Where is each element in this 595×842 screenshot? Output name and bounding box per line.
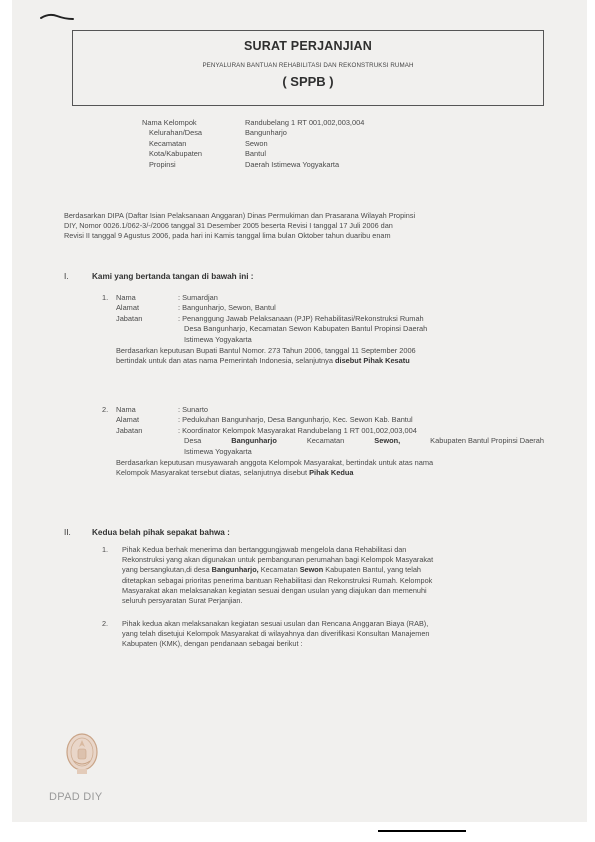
- section-number: I.: [64, 272, 69, 281]
- item-text: [122, 619, 554, 650]
- position-text: Kabupaten Bantul Propinsi Daerah: [430, 436, 544, 446]
- party-description: [102, 346, 554, 367]
- archive-seal-logo: [64, 731, 100, 777]
- item-line: Pihak kedua akan melaksanakan kegiatan sesuai usulan dan Rencana Anggaran Biaya (RAB),: [122, 619, 429, 628]
- party-position-cont: Desa Bangunharjo, Kecamatan Sewon Kabupaten Bantul Propinsi Daerah: [184, 324, 428, 334]
- meta-row: [142, 149, 364, 159]
- position-text: Kecamatan: [306, 436, 345, 446]
- item-line: yang bersangkutan,di desa Bangunharjo, Kecamatan Sewon Kabupaten Bantul, yang telah: [122, 565, 421, 575]
- party-address: : Bangunharjo, Sewon, Bantul: [178, 303, 276, 313]
- meta-value: Daerah Istimewa Yogyakarta: [245, 159, 340, 169]
- party-position-cont: [102, 436, 544, 446]
- item-line: ditetapkan sebagai prioritas penerima bantuan Rehabilitasi dan Rekonstruksi Rumah. Kelompok: [122, 575, 433, 585]
- party-position: : Koordinator Kelompok Masyarakat Randubelang 1 RT 001,002,003,004: [178, 425, 417, 435]
- section-number: II.: [64, 528, 71, 537]
- item-line: Pihak Kedua berhak menerima dan bertanggungjawab mengelola dana Rehabilitasi dan: [122, 545, 407, 554]
- party-position-cont: Istimewa Yogyakarta: [184, 334, 252, 344]
- description-line: [116, 356, 554, 366]
- pen-stroke-mark: [39, 10, 75, 22]
- meta-value: Sewon: [245, 138, 268, 148]
- meta-row: [142, 128, 364, 138]
- intro-line: Revisi II tanggal 9 Agustus 2006, pada hari ini Kamis tanggal lima bulan Oktober tahun duaribu enam: [64, 231, 391, 241]
- section-2-heading: [64, 528, 230, 537]
- village-name: Bangunharjo: [231, 436, 277, 446]
- party-1: [102, 293, 554, 367]
- item-number: 1.: [102, 545, 109, 554]
- party-name: : Sumardjan: [178, 293, 218, 302]
- meta-value: Randubelang 1 RT 001,002,003,004: [245, 118, 365, 127]
- item-line: seluruh persyaratan Surat Perjanjian.: [122, 596, 243, 606]
- meta-row: [142, 139, 364, 149]
- field-label: Jabatan: [116, 313, 143, 323]
- party-2: [102, 405, 554, 479]
- party-position: : Penanggung Jawab Pelaksanaan (PJP) Rehabilitasi/Rekonstruksi Rumah: [178, 313, 424, 323]
- meta-label: Kelurahan/Desa: [149, 128, 203, 138]
- intro-line: DIY, Nomor 0026.1/062-3/-/2006 tanggal 31 Desember 2005 beserta Revisi I tanggal 17 Juli 2006 dan: [64, 221, 393, 231]
- party-designation: Pihak Kedua: [309, 468, 354, 478]
- item-line: Rekonstruksi yang akan digunakan untuk pembangunan perumahan bagi Kelompok Masyarakat: [122, 555, 434, 565]
- party-number: 1.: [102, 293, 109, 302]
- description-line: Berdasarkan keputusan Bupati Bantul Nomor. 273 Tahun 2006, tanggal 11 September 2006: [116, 346, 416, 356]
- document-header: [72, 30, 544, 106]
- meta-value: Bangunharjo: [245, 128, 287, 138]
- party-number: 2.: [102, 405, 109, 414]
- item-text: [122, 545, 554, 606]
- party-address: : Pedukuhan Bangunharjo, Desa Bangunharjo, Kec. Sewon Kab. Bantul: [178, 415, 413, 425]
- party-name: : Sunarto: [178, 405, 208, 414]
- section-1-heading: [64, 272, 254, 281]
- meta-row: [142, 160, 364, 170]
- meta-label: Kecamatan: [149, 138, 187, 148]
- description-line: [116, 468, 554, 478]
- field-label: Jabatan: [116, 425, 143, 435]
- intro-paragraph: [64, 211, 552, 242]
- section-title: Kedua belah pihak sepakat bahwa :: [92, 528, 230, 537]
- description-text: Kelompok Masyarakat tersebut diatas, selanjutnya disebut: [116, 468, 308, 478]
- district-name: Sewon,: [374, 436, 401, 446]
- document-title: SURAT PERJANJIAN: [244, 39, 372, 53]
- position-text: Desa: [184, 436, 202, 446]
- meta-label: Kota/Kabupaten: [149, 149, 203, 159]
- item-line: yang telah disetujui Kelompok Masyarakat di wilayahnya dan diverifikasi Konsultan Manajemen: [122, 629, 430, 639]
- party-designation: disebut Pihak Kesatu: [335, 356, 410, 366]
- district-name: Sewon: [299, 565, 324, 575]
- field-label: Alamat: [116, 415, 140, 425]
- field-label: Alamat: [116, 303, 140, 313]
- agreement-item-1: [102, 545, 554, 606]
- archive-watermark: DPAD DIY: [49, 791, 103, 803]
- meta-label: Nama Kelompok: [142, 118, 197, 127]
- bottom-line-mark: [378, 830, 466, 832]
- intro-line: Berdasarkan DIPA (Daftar Isian Pelaksanaan Anggaran) Dinas Permukiman dan Prasarana Wilayah Propinsi: [64, 211, 416, 220]
- description-text: bertindak untuk dan atas nama Pemerintah Indonesia, selanjutnya: [116, 356, 333, 366]
- agreement-item-2: [102, 619, 554, 650]
- party-description: [102, 458, 554, 479]
- field-label: Nama: [116, 405, 136, 414]
- item-line: Kabupaten (KMK), dengan pendanaan sebagai berikut :: [122, 639, 303, 649]
- description-line: Berdasarkan keputusan musyawarah anggota Kelompok Masyarakat, bertindak untuk atas nama: [116, 458, 434, 468]
- section-title: Kami yang bertanda tangan di bawah ini :: [92, 272, 254, 281]
- item-number: 2.: [102, 619, 109, 628]
- document-code: ( SPPB ): [282, 74, 334, 89]
- party-position-cont: Istimewa Yogyakarta: [184, 446, 252, 456]
- document-page: [12, 0, 587, 822]
- field-label: Nama: [116, 293, 136, 302]
- meta-value: Bantul: [245, 149, 266, 159]
- meta-label: Propinsi: [149, 159, 176, 169]
- group-info: [142, 118, 364, 170]
- document-subtitle: PENYALURAN BANTUAN REHABILITASI DAN REKONSTRUKSI RUMAH: [202, 62, 414, 69]
- village-name: Bangunharjo,: [211, 565, 259, 575]
- item-line: Masyarakat akan melaksanakan kegiatan sesuai dengan usulan yang diajukan dan memenuhi: [122, 585, 427, 595]
- meta-row: [142, 118, 364, 128]
